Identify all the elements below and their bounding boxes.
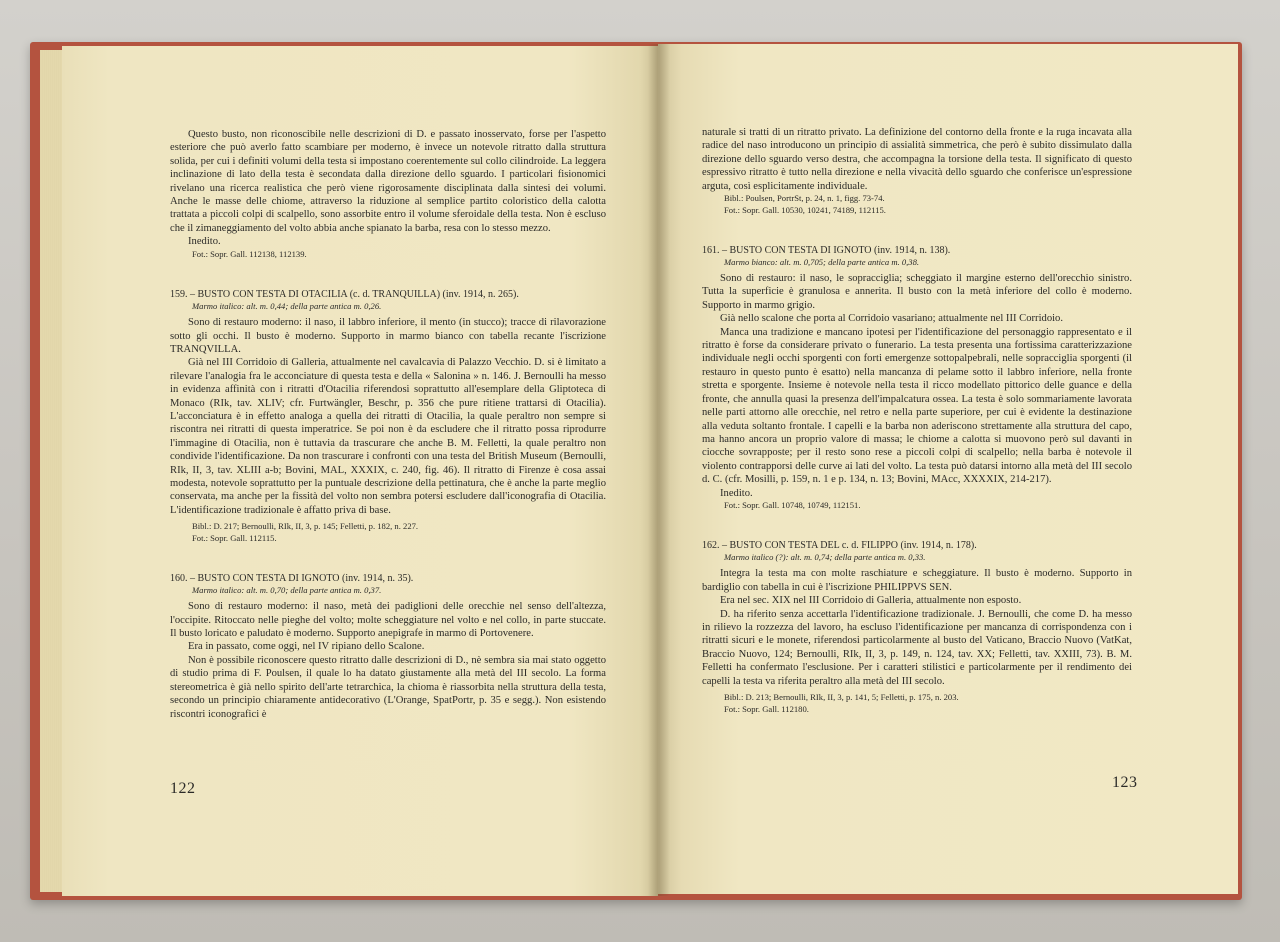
continued-biblio: Bibl.: Poulsen, PortrSt, p. 24, n. 1, figg. 73-74.	[724, 193, 885, 204]
entry-161-p3: Manca una tradizione e mancano ipotesi per l'identificazione del personaggio rappresentato e il ritratto è forse da considerare privato o funerario. La testa presenta una fortissima caratterizzazione individuale negli occhi sporgenti con forti emergenze sottopalpebrali, nelle sopracciglia sporgenti (il restauro in questo punto è esatto) nella mancanza di pelame sotto il labbro inferiore, nella fronte stretta e sporgente. Insieme è notevole nella testa il ricco modellato pittorico delle guance e della fronte, che annulla quasi la presenza dell'impalcatura ossea. La testa è solo sommariamente lavorata nelle parti attorno alle orecchie, nel retro e nella parte superiore, per cui è evidente la destinazione alla veduta soltanto frontale. I capelli e la barba non aderiscono strettamente alla struttura del capo, ma hanno ancora un proprio valore di massa; le chiome a calotta si muovono però sul davanti in ciocche sovrapposte; per il resto sono rese a piccoli colpi di scalpello; nella barba è notevole il violento contrapporsi delle curve ai lati del volto. La testa può datarsi intorno alla metà del III secolo d. C. (cfr. Mosilli, p. 159, n. 1 e p. 134, n. 13; Bovini, MAcc, XXXXIX, 214-217).	[702, 326, 1132, 486]
entry-160-heading: 160. – BUSTO CON TESTA DI IGNOTO (inv. 1914, n. 35).	[170, 573, 414, 585]
intro-fot: Fot.: Sopr. Gall. 112138, 112139.	[192, 248, 307, 259]
entry-161-fot: Fot.: Sopr. Gall. 10748, 10749, 112151.	[724, 499, 861, 510]
entry-159-heading: 159. – BUSTO CON TESTA DI OTACILIA (c. d. TRANQUILLA) (inv. 1914, n. 265).	[170, 289, 519, 301]
entry-162-heading: 162. – BUSTO CON TESTA DEL c. d. FILIPPO (inv. 1914, n. 178).	[702, 540, 977, 552]
entry-160-material: Marmo italico: alt. m. 0,70; della parte antica m. 0,37.	[192, 585, 382, 596]
book-gutter	[648, 44, 670, 896]
left-page	[62, 46, 658, 896]
page-number-right: 123	[1112, 774, 1138, 791]
entry-159-p2: Già nel III Corridoio di Galleria, attualmente nel cavalcavia di Palazzo Vecchio. D. si è limitato a rilevare l'analogia fra le acconciature di questa testa e della « Salonina » n. 146. J. Bernoulli ha messo in evidenza affinità con i ritratti d'Otacilia riferendosi soprattutto all'esemplare della Gliptoteca di Monaco (RIk, tav. XLIV; cfr. Furtwängler, Beschr, p. 356 che pure ritiene trattarsi di Otacilia). L'acconciatura è in effetto analoga a quella dei ritratti di Otacilia, la quale peraltro non sempre si riscontra nei ritratti di questa imperatrice. Se poi non è da escludere che il ritratto possa riprodurre l'immagine di Otacilia, non è tuttavia da trascurare che anche B. M. Felletti, la quale peraltro non condivide l'identificazione. Da non trascurare i confronti con una testa del British Museum (Bernoulli, RIk, II, 3, tav. XLIII a-b; Bovini, MAL, XXXIX, c. 240, fig. 46). Il ritratto di Firenze è cosa assai modesta, notevole soprattutto per la puntuale descrizione della pettinatura, che è anche la parte meglio conservata, ma anche per la fissità del volto non sembra potersi escludere dall'iconografia di Otacilia. L'identificazione tradizionale è affatto priva di base.	[170, 357, 606, 516]
entry-162-material: Marmo italico (?): alt. m. 0,74; della parte antica m. 0,33.	[724, 552, 926, 563]
entry-161-p1: Sono di restauro: il naso, le sopracciglia; scheggiato il margine esterno dell'orecchio sinistro. Tutta la superficie è granulosa e annerita. Il busto con la metà inferiore del collo è moderno. Supporto in marmo grigio.	[702, 273, 1132, 311]
continued-paragraph: naturale si tratti di un ritratto privato. La definizione del contorno della fronte e la ruga incavata alla radice del naso introducono un principio di assialità simmetrica, che però è subito dissimulato dalla direzione dello sguardo verso destra, che accompagna la torsione della testa. Il significato di questo espressivo ritratto è tutto nella direzione e nella vivacità dello sguardo che conferisce un'espressione arguta, così esplicitamente individuale.	[702, 127, 1132, 192]
entry-161-material: Marmo bianco: alt. m. 0,705; della parte antica m. 0,38.	[724, 257, 920, 268]
entry-162-p2: Era nel sec. XIX nel III Corridoio di Galleria, attualmente non esposto.	[720, 595, 1022, 607]
intro-inedito: Inedito.	[188, 236, 221, 248]
entry-162-fot: Fot.: Sopr. Gall. 112180.	[724, 703, 809, 714]
entry-159-biblio: Bibl.: D. 217; Bernoulli, RIk, II, 3, p. 145; Felletti, p. 182, n. 227.	[192, 521, 419, 532]
entry-161-inedito: Inedito.	[720, 487, 753, 499]
continued-fot: Fot.: Sopr. Gall. 10530, 10241, 74189, 112115.	[724, 204, 886, 215]
entry-159-material: Marmo italico: alt. m. 0,44; della parte antica m. 0,26.	[192, 301, 382, 312]
entry-161-heading: 161. – BUSTO CON TESTA DI IGNOTO (inv. 1914, n. 138).	[702, 245, 951, 257]
entry-160-p2: Era in passato, come oggi, nel IV ripiano dello Scalone.	[188, 641, 425, 653]
entry-162-biblio: Bibl.: D. 213; Bernoulli, RIk, II, 3, p. 141, 5; Felletti, p. 175, n. 203.	[724, 692, 959, 703]
intro-paragraph: Questo busto, non riconoscibile nelle descrizioni di D. e passato inosservato, forse per l'aspetto esteriore che può averlo fatto scambiare per moderno, è invece un notevole ritratto dalla struttura solida, per cui i definiti volumi della testa si impostano coerentemente sul collo cilindroide. La leggera inclinazione di lato della testa è secondata dalla direzione dello sguardo. I particolari fisionomici rivelano una ricerca realistica che però viene rigorosamente disciplinata dalla sintesi dei volumi. Anche le masse delle chiome, attraverso la riduzione al semplice partito coloristico della calotta trattata a piccoli colpi di scalpello, sono assorbite entro il volume sferoidale della testa. Non è escluso che il zimaneggiamento del volto abbia anche spianato la barba, resa con lo stesso mezzo.	[170, 129, 606, 234]
entry-160-p3: Non è possibile riconoscere questo ritratto dalle descrizioni di D., nè sembra sia mai stato oggetto di studio prima di F. Poulsen, il quale lo ha datato giustamente alla metà del III secolo. La forma stereometrica è già nello spirito dell'arte tetrarchica, la chioma è riassorbita nella struttura della testa, secondo un principio chiaramente antidecorativo (L'Orange, SpatPortr, p. 35 e segg.). Non esistendo riscontri iconografici è	[170, 654, 606, 720]
entry-162-p3: D. ha riferito senza accettarla l'identificazione tradizionale. J. Bernoulli, che come D. ha messo in rilievo la rozzezza del lavoro, ha escluso l'identificazione per mancanza di corrispondenza con i ritratti sicuri e le monete, riferendosi particolarmente al busto del Vaticano, Braccio Nuovo (VatKat, Braccio Nuovo, 124; Bernoulli, RIk, II, 3, p. 149, n. 124, tav. XX; Felletti, tav. XXIII, 73). B. M. Felletti ha confermato l'esclusione. Per i caratteri stilistici e particolarmente per il rendimento dei capelli la testa va riferita peraltro alla metà del III secolo.	[702, 608, 1132, 687]
entry-162-p1: Integra la testa ma con molte raschiature e scheggiature. Il busto è moderno. Supporto in bardiglio con tabella in cui è l'iscrizione PHILIPPVS SEN.	[702, 568, 1132, 593]
page-number-left: 122	[170, 780, 196, 797]
right-page	[658, 44, 1238, 894]
left-text	[170, 128, 606, 721]
entry-160-p1: Sono di restauro moderno: il naso, metà dei padiglioni delle orecchie nel senso dell'altezza, l'occipite. Ritoccato nelle pieghe del volto; molte scheggiature nel volto e nel collo, in parte stuccate. Il busto loricato e paludato è moderno. Supporto anepigrafe in marmo di Portovenere.	[170, 601, 606, 640]
entry-159-p1: Sono di restauro moderno: il naso, il labbro inferiore, il mento (in stucco); tracce di rilavorazione sotto gli occhi. Il busto è moderno. Supporto in marmo bianco con tabella recante l'iscrizione TRANQVILLA.	[170, 317, 606, 355]
right-text	[702, 126, 1132, 715]
entry-161-p2: Già nello scalone che porta al Corridoio vasariano; attualmente nel III Corridoio.	[720, 313, 1064, 325]
entry-159-fot: Fot.: Sopr. Gall. 112115.	[192, 532, 277, 543]
